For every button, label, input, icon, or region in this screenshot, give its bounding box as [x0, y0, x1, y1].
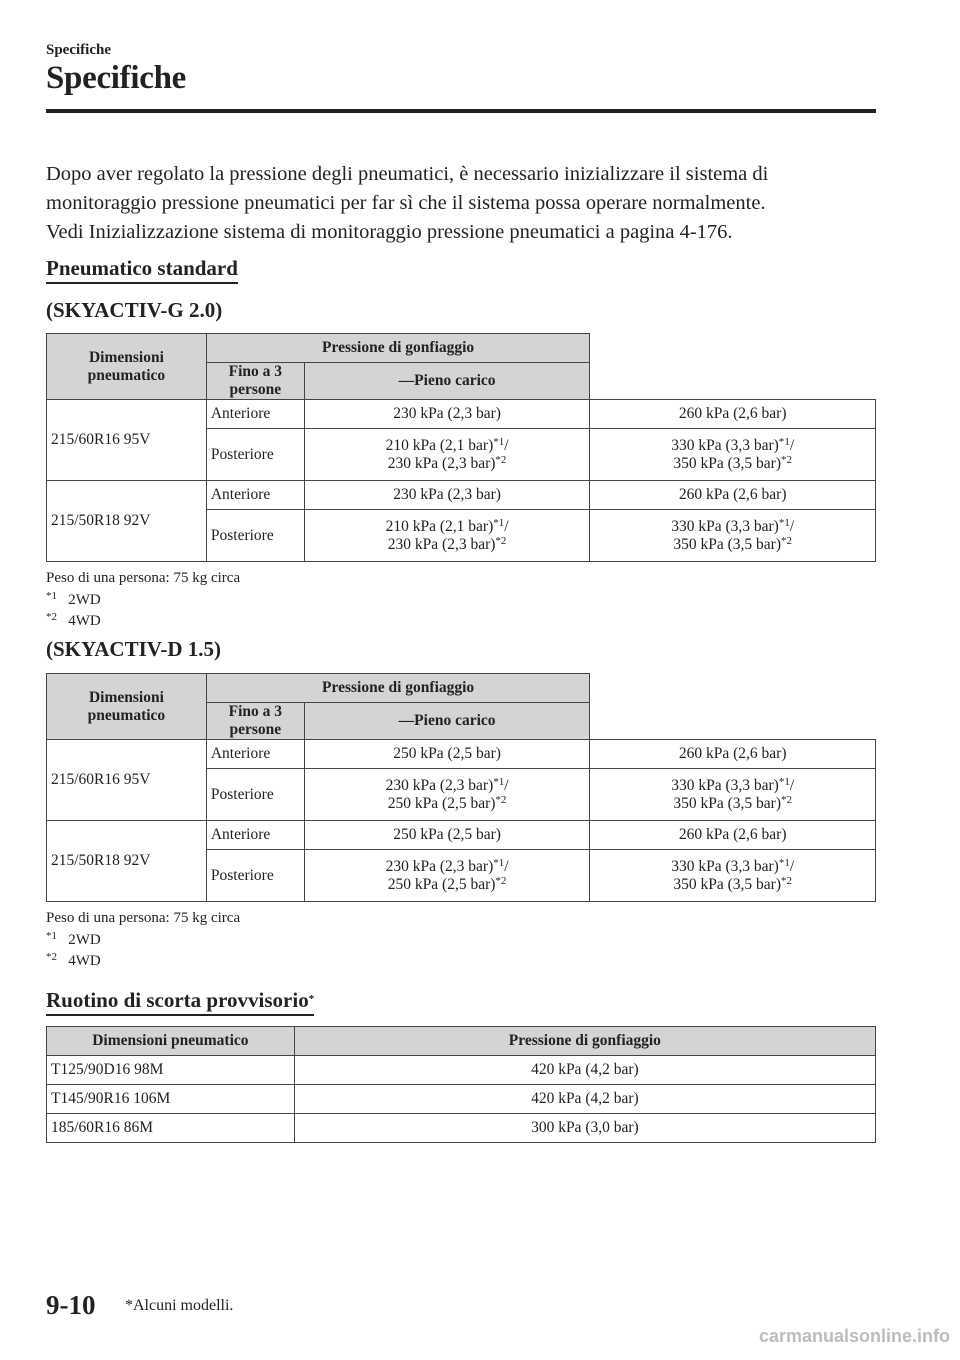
tire-size-cell: 215/60R16 95V [47, 400, 207, 481]
header-3-persons: Fino a 3 persone [206, 363, 304, 400]
header-tire-size: Dimensioni pneumatico [47, 674, 207, 740]
page-title: Specifiche [46, 60, 186, 96]
pressure-cell: 260 kPa (2,6 bar) [590, 740, 876, 769]
section-heading-spare [46, 988, 314, 1013]
position-cell: Anteriore [206, 740, 304, 769]
section-heading-text: Pneumatico standard [46, 256, 238, 284]
header-3-persons: Fino a 3 persone [206, 703, 304, 740]
section-heading-text: Ruotino di scorta provvisorio* [46, 988, 314, 1016]
header-pressure: Pressione di gonfiaggio [206, 334, 590, 363]
tire-size-cell: 215/60R16 95V [47, 740, 207, 821]
pressure-cell: 250 kPa (2,5 bar) [304, 740, 590, 769]
header-rule [46, 109, 876, 113]
section-heading-standard [46, 256, 238, 281]
position-cell: Anteriore [206, 481, 304, 510]
running-header: Specifiche [46, 42, 111, 58]
table-notes-gasoline [46, 568, 240, 633]
pressure-cell: 230 kPa (2,3 bar)$^{*1}$/ 250 kPa (2,5 bar)$^{*2}$ [304, 850, 590, 902]
pressure-cell: 230 kPa (2,3 bar) [304, 481, 590, 510]
header-tire-size: Dimensioni pneumatico [47, 1027, 295, 1056]
pressure-cell: 420 kPa (4,2 bar) [294, 1085, 875, 1114]
pressure-cell: 230 kPa (2,3 bar)$^{*1}$/ 250 kPa (2,5 bar)$^{*2}$ [304, 769, 590, 821]
tire-size-cell: 215/50R18 92V [47, 821, 207, 902]
intro-line: Vedi Inizializzazione sistema di monitoraggio pressione pneumatici a pagina 4-176. [46, 221, 733, 243]
pressure-cell: 210 kPa (2,1 bar)$^{*1}$/ 230 kPa (2,3 bar)$^{*2}$ [304, 429, 590, 481]
pressure-cell: 300 kPa (3,0 bar) [294, 1114, 875, 1143]
position-cell: Anteriore [206, 821, 304, 850]
header-full-load: —Pieno carico [304, 363, 590, 400]
pressure-cell: 230 kPa (2,3 bar) [304, 400, 590, 429]
header-full-load: —Pieno carico [304, 703, 590, 740]
position-cell: Posteriore [206, 429, 304, 481]
note-weight: Peso di una persona: 75 kg circa [46, 570, 241, 586]
tire-size-cell: 185/60R16 86M [47, 1114, 295, 1143]
header-pressure: Pressione di gonfiaggio [206, 674, 590, 703]
engine-heading-diesel: (SKYACTIV-D 1.5) [46, 637, 222, 661]
tire-size-cell: T145/90R16 106M [47, 1085, 295, 1114]
pressure-cell: 330 kPa (3,3 bar)$^{*1}$/ 350 kPa (3,5 bar)$^{*2}$ [590, 769, 876, 821]
pressure-cell: 330 kPa (3,3 bar)$^{*1}$/ 350 kPa (3,5 bar)$^{*2}$ [590, 510, 876, 562]
pressure-cell: 260 kPa (2,6 bar) [590, 481, 876, 510]
pressure-table-diesel [46, 673, 876, 902]
position-cell: Posteriore [206, 510, 304, 562]
header-pressure: Pressione di gonfiaggio [294, 1027, 875, 1056]
note-weight: Peso di una persona: 75 kg circa [46, 910, 241, 926]
pressure-cell: 420 kPa (4,2 bar) [294, 1056, 875, 1085]
engine-heading-gasoline: (SKYACTIV-G 2.0) [46, 298, 223, 322]
pressure-cell: 330 kPa (3,3 bar)$^{*1}$/ 350 kPa (3,5 bar)$^{*2}$ [590, 429, 876, 481]
pressure-cell: 260 kPa (2,6 bar) [590, 821, 876, 850]
tire-size-cell: T125/90D16 98M [47, 1056, 295, 1085]
note-4wd: $^{*2}$ 4WD [46, 951, 101, 969]
footnote-some-models: *Alcuni modelli. [125, 1297, 234, 1314]
note-2wd: $^{*1}$ 2WD [46, 589, 101, 608]
header-tire-size: Dimensioni pneumatico [47, 334, 207, 400]
intro-line: monitoraggio pressione pneumatici per far sì che il sistema possa operare normalmente. [46, 192, 766, 214]
pressure-cell: 250 kPa (2,5 bar) [304, 821, 590, 850]
position-cell: Posteriore [206, 769, 304, 821]
pressure-table-gasoline [46, 333, 876, 562]
pressure-cell: 210 kPa (2,1 bar)$^{*1}$/ 230 kPa (2,3 bar)$^{*2}$ [304, 510, 590, 562]
pressure-table-spare [46, 1026, 876, 1143]
pressure-cell: 330 kPa (3,3 bar)$^{*1}$/ 350 kPa (3,5 bar)$^{*2}$ [590, 850, 876, 902]
note-2wd: $^{*1}$ 2WD [46, 929, 101, 948]
pressure-cell: 260 kPa (2,6 bar) [590, 400, 876, 429]
tire-size-cell: 215/50R18 92V [47, 481, 207, 562]
intro-line: Dopo aver regolato la pressione degli pneumatici, è necessario inizializzare il sistema di [46, 163, 769, 185]
intro-paragraph [46, 160, 876, 247]
position-cell: Posteriore [206, 850, 304, 902]
position-cell: Anteriore [206, 400, 304, 429]
page-number: 9-10 [46, 1290, 96, 1320]
watermark: carmanualsonline.info [758, 1326, 950, 1346]
note-4wd: $^{*2}$ 4WD [46, 611, 101, 629]
table-notes-diesel [46, 908, 240, 973]
